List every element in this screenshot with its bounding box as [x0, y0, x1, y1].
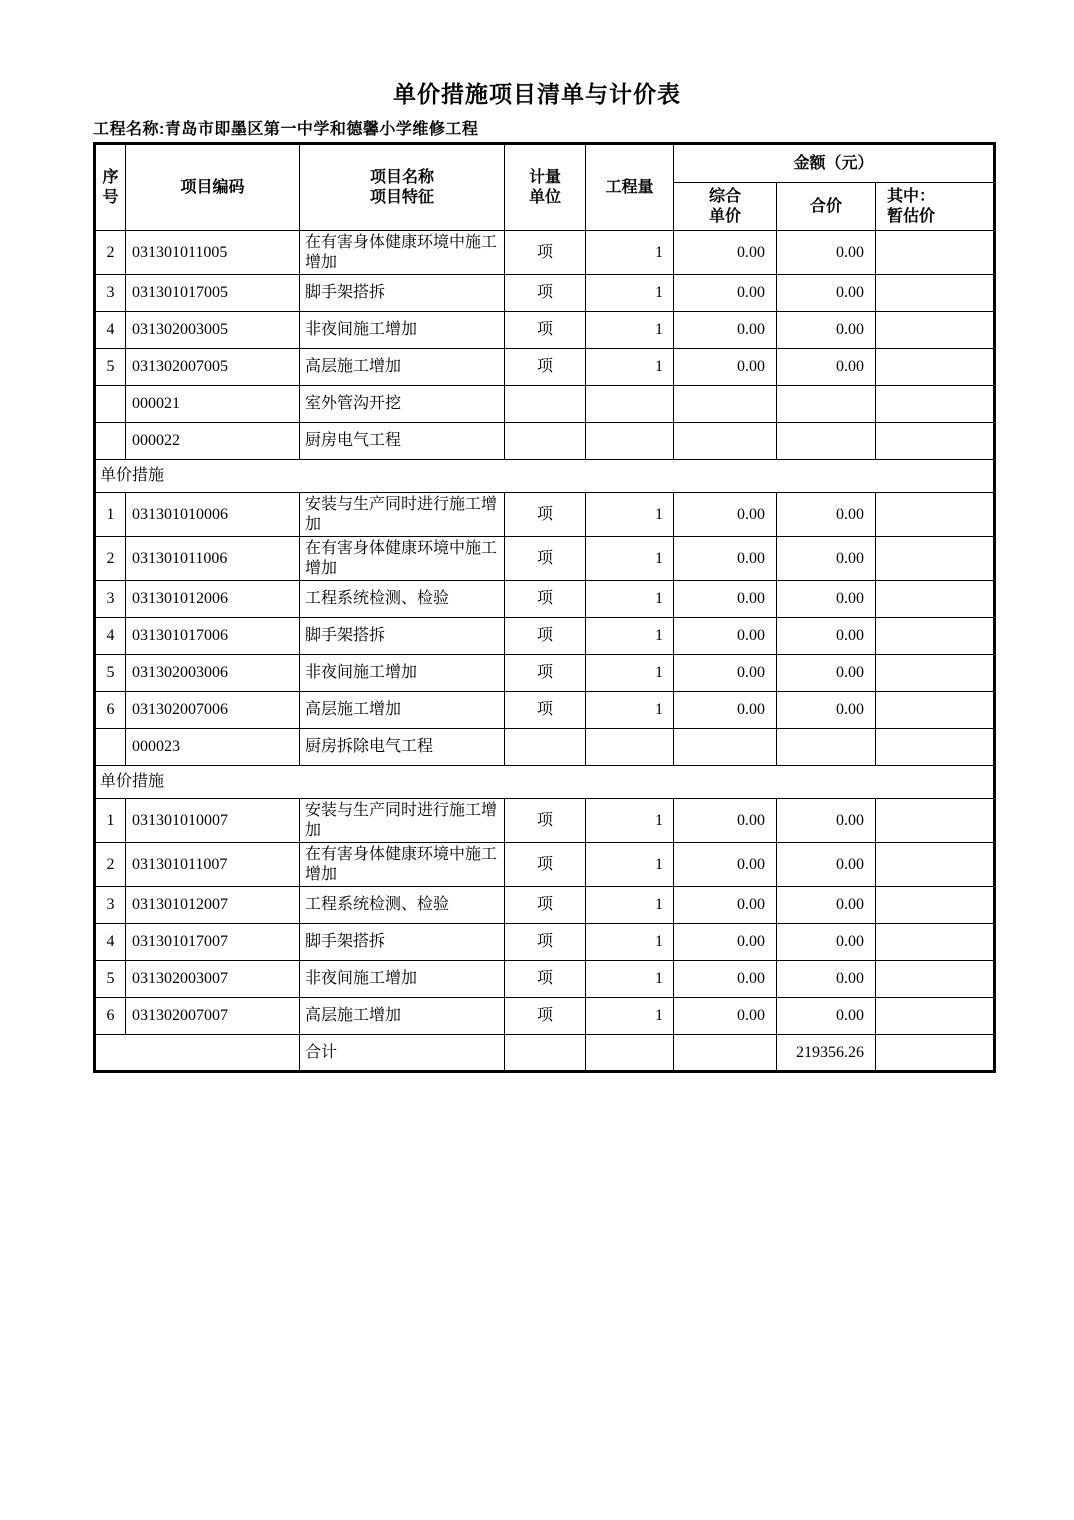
cell-unit-price: 0.00	[674, 655, 777, 692]
header-name-line1: 项目名称	[369, 168, 434, 186]
cell-unit: 项	[505, 312, 586, 349]
cell-total-price: 0.00	[777, 924, 876, 961]
cell-unit-price	[674, 423, 777, 460]
table-row	[95, 998, 995, 1035]
section-label: 单价措施	[95, 766, 995, 799]
cell-name: 工程系统检测、检验	[300, 887, 505, 924]
header-name-line2: 项目特征	[369, 188, 434, 206]
cell-name: 非夜间施工增加	[300, 961, 505, 998]
cell-name: 脚手架搭拆	[300, 924, 505, 961]
table-row	[95, 729, 995, 766]
cell-name: 安装与生产同时进行施工增加	[300, 493, 505, 537]
cell-code: 000022	[126, 423, 300, 460]
cell-total-price	[777, 423, 876, 460]
header-provisional	[876, 183, 995, 231]
cell-qty	[586, 423, 674, 460]
table-row	[95, 618, 995, 655]
cell-unit-price: 0.00	[674, 537, 777, 581]
cell-seq: 2	[95, 843, 126, 887]
cell-name: 非夜间施工增加	[300, 655, 505, 692]
cell-unit-price: 0.00	[674, 887, 777, 924]
header-unit-price-line2: 单价	[708, 207, 741, 225]
cell-qty: 1	[586, 998, 674, 1035]
cell-unit-price: 0.00	[674, 924, 777, 961]
cell-total-price: 0.00	[777, 231, 876, 275]
table-row	[95, 887, 995, 924]
cell-seq: 3	[95, 887, 126, 924]
table-row	[95, 537, 995, 581]
cell-code: 031302003007	[126, 961, 300, 998]
cell-provisional	[876, 386, 995, 423]
cell-seq: 2	[95, 537, 126, 581]
cell-unit	[505, 423, 586, 460]
cell-seq: 6	[95, 998, 126, 1035]
cell-qty: 1	[586, 349, 674, 386]
cell-unit-price: 0.00	[674, 998, 777, 1035]
page-title: 单价措施项目清单与计价表	[393, 81, 681, 107]
cell-seq	[95, 423, 126, 460]
cell-provisional	[876, 618, 995, 655]
cell-code: 031301017005	[126, 275, 300, 312]
cell-unit: 项	[505, 692, 586, 729]
cell-code: 031301012007	[126, 887, 300, 924]
cell-unit-price	[674, 386, 777, 423]
cell-seq: 4	[95, 312, 126, 349]
cell-name: 非夜间施工增加	[300, 312, 505, 349]
cell-unit-price: 0.00	[674, 349, 777, 386]
header-unit-line1: 计量	[528, 168, 561, 186]
header-name	[300, 144, 505, 231]
cell-total-price: 0.00	[777, 843, 876, 887]
cell-seq	[95, 729, 126, 766]
cell-seq: 5	[95, 349, 126, 386]
pricing-table	[93, 142, 996, 1073]
cell-unit: 项	[505, 799, 586, 843]
total-label: 合计	[300, 1035, 505, 1072]
cell-total-price	[777, 729, 876, 766]
table-row	[95, 493, 995, 537]
cell-qty: 1	[586, 924, 674, 961]
cell-seq	[95, 386, 126, 423]
cell-name: 在有害身体健康环境中施工增加	[300, 231, 505, 275]
cell-unit-price: 0.00	[674, 493, 777, 537]
section-row	[95, 766, 995, 799]
cell-code: 000021	[126, 386, 300, 423]
table-row	[95, 312, 995, 349]
cell-name: 高层施工增加	[300, 998, 505, 1035]
cell-code: 031302007005	[126, 349, 300, 386]
cell-total-price: 0.00	[777, 275, 876, 312]
cell-provisional	[876, 887, 995, 924]
cell-qty: 1	[586, 692, 674, 729]
header-seq	[95, 144, 126, 231]
cell-name: 在有害身体健康环境中施工增加	[300, 843, 505, 887]
cell-code: 031302007007	[126, 998, 300, 1035]
cell-seq: 5	[95, 961, 126, 998]
cell-qty: 1	[586, 961, 674, 998]
cell-code: 031301011006	[126, 537, 300, 581]
cell-seq: 5	[95, 655, 126, 692]
cell-total-price: 0.00	[777, 887, 876, 924]
cell-seq: 4	[95, 618, 126, 655]
table-row	[95, 386, 995, 423]
total-price-value: 219356.26	[777, 1035, 876, 1072]
cell-provisional	[876, 349, 995, 386]
project-name: 工程名称:青岛市即墨区第一中学和德馨小学维修工程	[93, 121, 479, 138]
cell-qty: 1	[586, 537, 674, 581]
cell-seq: 1	[95, 493, 126, 537]
cell-qty: 1	[586, 843, 674, 887]
cell-total-price: 0.00	[777, 537, 876, 581]
cell-provisional	[876, 998, 995, 1035]
cell-code: 031301017006	[126, 618, 300, 655]
cell-name: 高层施工增加	[300, 349, 505, 386]
cell-unit-price	[674, 729, 777, 766]
cell-seq: 1	[95, 799, 126, 843]
cell-name: 厨房电气工程	[300, 423, 505, 460]
table-row	[95, 423, 995, 460]
cell-unit: 项	[505, 843, 586, 887]
cell-unit-price: 0.00	[674, 618, 777, 655]
cell-unit: 项	[505, 349, 586, 386]
cell-code: 031301017007	[126, 924, 300, 961]
header-code: 项目编码	[126, 144, 300, 231]
cell-total-price: 0.00	[777, 961, 876, 998]
total-provisional-cell	[876, 1035, 995, 1072]
cell-seq: 3	[95, 275, 126, 312]
table-row	[95, 581, 995, 618]
cell-qty: 1	[586, 655, 674, 692]
cell-unit: 项	[505, 924, 586, 961]
header-qty: 工程量	[586, 144, 674, 231]
cell-unit: 项	[505, 961, 586, 998]
cell-unit: 项	[505, 655, 586, 692]
cell-total-price: 0.00	[777, 655, 876, 692]
total-qty-cell	[586, 1035, 674, 1072]
cell-name: 脚手架搭拆	[300, 618, 505, 655]
header-seq-line1: 序	[102, 168, 119, 186]
total-unit-cell	[505, 1035, 586, 1072]
cell-qty: 1	[586, 231, 674, 275]
cell-total-price	[777, 386, 876, 423]
cell-unit: 项	[505, 231, 586, 275]
cell-name: 脚手架搭拆	[300, 275, 505, 312]
table-body	[95, 231, 995, 1072]
cell-provisional	[876, 231, 995, 275]
cell-code: 031301011007	[126, 843, 300, 887]
cell-provisional	[876, 729, 995, 766]
section-label: 单价措施	[95, 460, 995, 493]
cell-total-price: 0.00	[777, 692, 876, 729]
table-row	[95, 924, 995, 961]
cell-qty: 1	[586, 887, 674, 924]
cell-name: 室外管沟开挖	[300, 386, 505, 423]
cell-qty: 1	[586, 312, 674, 349]
cell-provisional	[876, 312, 995, 349]
table-row	[95, 275, 995, 312]
table-row	[95, 692, 995, 729]
cell-qty: 1	[586, 581, 674, 618]
cell-seq: 6	[95, 692, 126, 729]
cell-seq: 3	[95, 581, 126, 618]
cell-unit: 项	[505, 618, 586, 655]
cell-total-price: 0.00	[777, 493, 876, 537]
header-provisional-line1: 其中：	[887, 187, 936, 205]
cell-unit: 项	[505, 998, 586, 1035]
header-unit-price	[674, 183, 777, 231]
cell-name: 安装与生产同时进行施工增加	[300, 799, 505, 843]
cell-code: 031301010006	[126, 493, 300, 537]
cell-unit: 项	[505, 537, 586, 581]
cell-name: 在有害身体健康环境中施工增加	[300, 537, 505, 581]
cell-unit-price: 0.00	[674, 799, 777, 843]
total-unit-price-cell	[674, 1035, 777, 1072]
cell-total-price: 0.00	[777, 349, 876, 386]
cell-unit	[505, 386, 586, 423]
cell-total-price: 0.00	[777, 998, 876, 1035]
header-total-price: 合价	[777, 183, 876, 231]
cell-unit-price: 0.00	[674, 312, 777, 349]
cell-qty: 1	[586, 493, 674, 537]
cell-code: 031301011005	[126, 231, 300, 275]
cell-qty	[586, 729, 674, 766]
cell-code: 000023	[126, 729, 300, 766]
cell-unit: 项	[505, 581, 586, 618]
cell-code: 031302003005	[126, 312, 300, 349]
cell-qty	[586, 386, 674, 423]
table-row	[95, 231, 995, 275]
cell-unit: 项	[505, 275, 586, 312]
cell-provisional	[876, 493, 995, 537]
header-provisional-line2: 暂估价	[887, 207, 936, 225]
total-blank-cell	[95, 1035, 300, 1072]
cell-total-price: 0.00	[777, 312, 876, 349]
header-unit-line2: 单位	[528, 188, 561, 206]
cell-seq: 4	[95, 924, 126, 961]
section-row	[95, 460, 995, 493]
cell-unit-price: 0.00	[674, 961, 777, 998]
table-header	[95, 144, 995, 231]
cell-total-price: 0.00	[777, 581, 876, 618]
cell-provisional	[876, 537, 995, 581]
table-row	[95, 843, 995, 887]
table-row	[95, 961, 995, 998]
header-seq-line2: 号	[102, 188, 119, 206]
cell-qty: 1	[586, 799, 674, 843]
cell-provisional	[876, 843, 995, 887]
cell-unit-price: 0.00	[674, 692, 777, 729]
cell-unit	[505, 729, 586, 766]
cell-provisional	[876, 692, 995, 729]
cell-provisional	[876, 655, 995, 692]
cell-provisional	[876, 924, 995, 961]
header-amount-group: 金额（元）	[674, 144, 995, 183]
total-row	[95, 1035, 995, 1072]
cell-unit: 项	[505, 493, 586, 537]
cell-provisional	[876, 799, 995, 843]
cell-code: 031301010007	[126, 799, 300, 843]
cell-qty: 1	[586, 275, 674, 312]
cell-total-price: 0.00	[777, 618, 876, 655]
cell-name: 厨房拆除电气工程	[300, 729, 505, 766]
cell-unit-price: 0.00	[674, 581, 777, 618]
cell-provisional	[876, 423, 995, 460]
cell-seq: 2	[95, 231, 126, 275]
header-unit	[505, 144, 586, 231]
cell-name: 高层施工增加	[300, 692, 505, 729]
cell-code: 031302007006	[126, 692, 300, 729]
header-row-top	[95, 144, 995, 183]
cell-provisional	[876, 961, 995, 998]
cell-total-price: 0.00	[777, 799, 876, 843]
cell-code: 031301012006	[126, 581, 300, 618]
cell-provisional	[876, 275, 995, 312]
cell-code: 031302003006	[126, 655, 300, 692]
cell-unit-price: 0.00	[674, 275, 777, 312]
cell-unit: 项	[505, 887, 586, 924]
table-row	[95, 799, 995, 843]
header-unit-price-line1: 综合	[708, 187, 741, 205]
cell-qty: 1	[586, 618, 674, 655]
table-row	[95, 655, 995, 692]
cell-unit-price: 0.00	[674, 843, 777, 887]
cell-provisional	[876, 581, 995, 618]
table-row	[95, 349, 995, 386]
cell-name: 工程系统检测、检验	[300, 581, 505, 618]
cell-unit-price: 0.00	[674, 231, 777, 275]
